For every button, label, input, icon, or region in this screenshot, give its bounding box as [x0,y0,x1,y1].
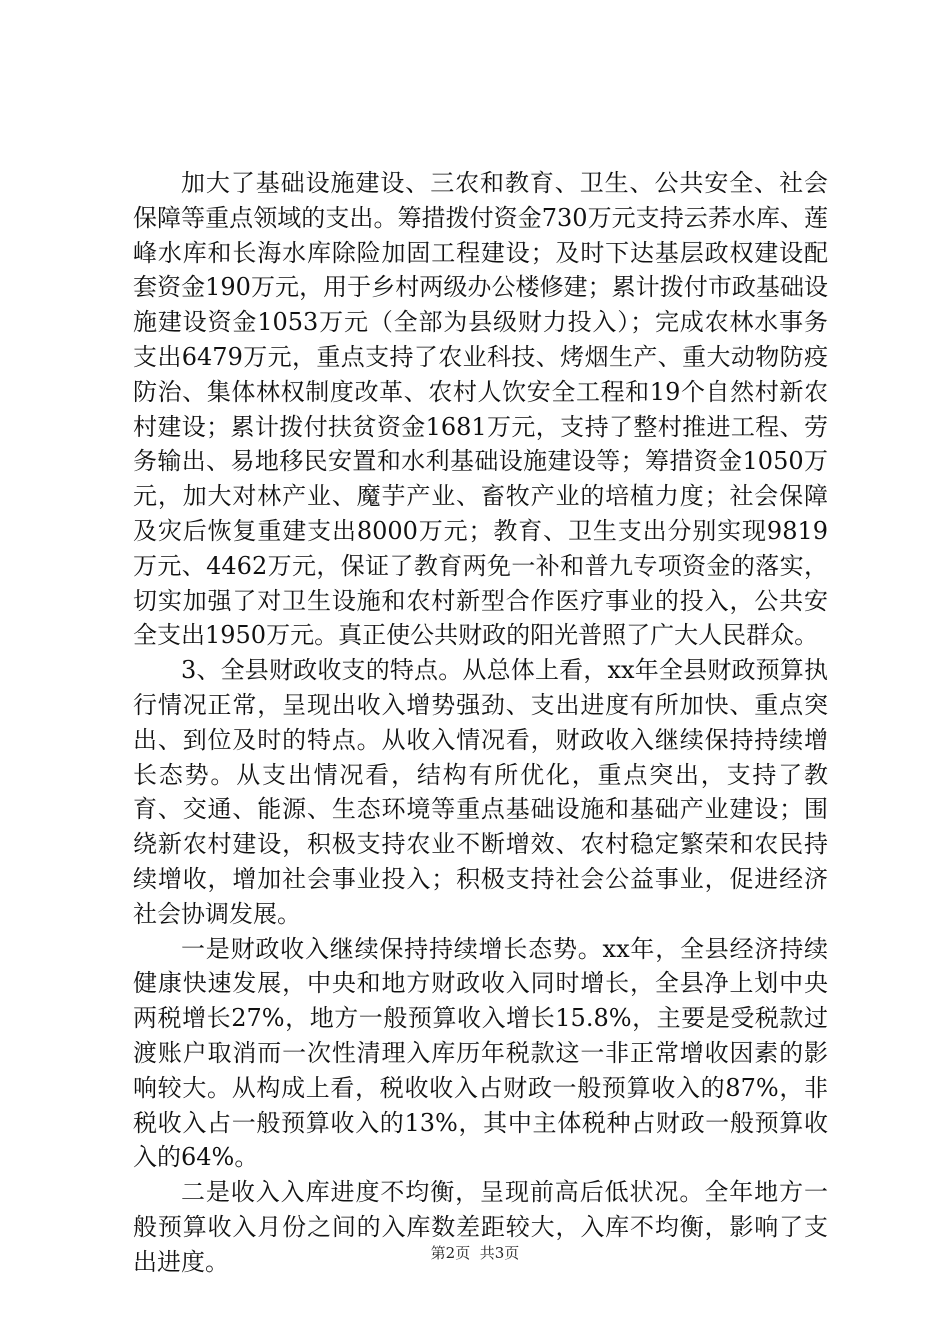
footer-spacer [470,1244,480,1262]
page-total: 共3页 [479,1244,520,1262]
page-number: 第2页 [430,1244,471,1262]
page-footer [0,1243,950,1263]
document-body [133,166,828,1280]
paragraph-fiscal-characteristics: 3、全县财政收支的特点。从总体上看，xx年全县财政预算执行情况正常，呈现出收入增势强劲、支出进度有所加快、重点突出、到位及时的特点。从收入情况看，财政收入继续保持持续增长态势。从支出情况看，结构有所优化，重点突出，支持了教育、交通、能源、生态环境等重点基础设施和基础产业建设；围绕新农村建设，积极支持农业不断增效、农村稳定繁荣和农民持续增收，增加社会事业投入；积极支持社会公益事业，促进经济社会协调发展。 [133,656,828,928]
paragraph-revenue-imbalance: 二是收入入库进度不均衡，呈现前高后低状况。全年地方一般预算收入月份之间的入库数差距较大，入库不均衡，影响了支出进度。 [133,1178,828,1276]
paragraph-infrastructure-spending: 加大了基础设施建设、三农和教育、卫生、公共安全、社会保障等重点领域的支出。筹措拨付资金730万元支持云荞水库、莲峰水库和长海水库除险加固工程建设；及时下达基层政权建设配套资金190万元，用于乡村两级办公楼修建；累计拨付市政基础设施建设资金1053万元（全部为县级财力投入）；完成农林水事务支出6479万元，重点支持了农业科技、烤烟生产、重大动物防疫防治、集体林权制度改革、农村人饮安全工程和19个自然村新农村建设；累计拨付扶贫资金1681万元，支持了整村推进工程、劳务输出、易地移民安置和水利基础设施建设等；筹措资金1050万元，加大对林产业、魔芋产业、畜牧产业的培植力度；社会保障及灾后恢复重建支出8000万元；教育、卫生支出分别实现9819万元、4462万元，保证了教育两免一补和普九专项资金的落实，切实加强了对卫生设施和农村新型合作医疗事业的投入，公共安全支出1950万元。真正使公共财政的阳光普照了广大人民群众。 [133,169,828,650]
paragraph-revenue-growth: 一是财政收入继续保持持续增长态势。xx年，全县经济持续健康快速发展，中央和地方财政收入同时增长，全县净上划中央两税增长27%，地方一般预算收入增长15.8%，主要是受税款过渡账户取消而一次性清理入库历年税款这一非正常增收因素的影响较大。从构成上看，税收收入占财政一般预算收入的87%，非税收入占一般预算收入的13%，其中主体税种占财政一般预算收入的64%。 [133,934,828,1172]
